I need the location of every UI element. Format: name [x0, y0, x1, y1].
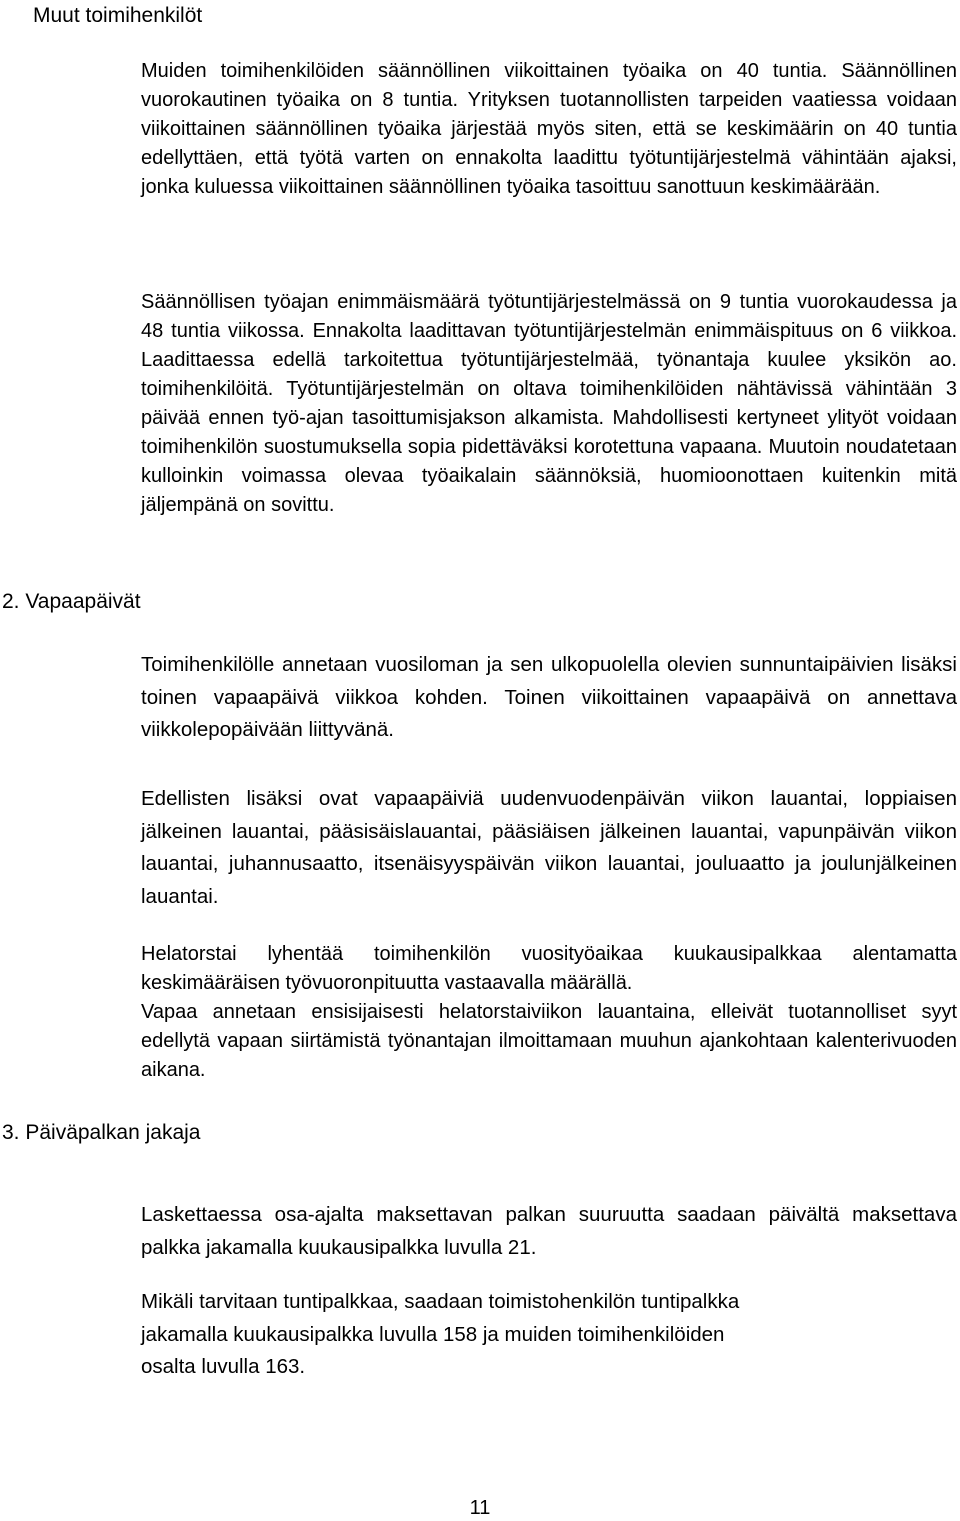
paragraph-vapaapaivat-lista: Edellisten lisäksi ovat vapaapäiviä uudenvuodenpäivän viikon lauantai, loppiaisen jälkeinen lauantai, pääsisäislauantai, pääsiäisen jälkeinen lauantai, vapunpäivän viikon lauantai, juhannusaatto, itsenäisyyspäivän viikon lauantai, jouluaatto ja joulunjälkeinen lauantai.: [141, 787, 957, 908]
page-number: 11: [469, 1497, 491, 1519]
paragraph-enimmaismaara: Säännöllisen työajan enimmäismäärä työtuntijärjestelmässä on 9 tuntia vuorokaudessa ja 48 tuntia viikossa. Ennakolta laadittavan työtuntijärjestelmän enimmäispituus on 6 viikkoa. Laadittaessa edellä tarkoitettua työtuntijärjestelmää, työnantaja kuulee yksikön ao. toimihenkilöitä. Työtuntijärjestelmän on oltava toimihenkilöiden nähtävissä vähintään 3 päivää ennen työ-ajan tasoittumisjakson alkamista. Mahdollisesti kertyneet ylityöt voidaan toimihenkilön suostumuksella sopia pidettäväksi korotettuna vapaana. Muutoin noudatetaan kulloinkin voimassa olevaa työaikalain säännöksiä, huomioonottaen kuitenkin mitä jäljempänä on sovittu.: [141, 291, 957, 516]
heading-paivapalkan-jakaja: 3. Päiväpalkan jakaja: [2, 1121, 201, 1144]
heading-vapaapaivat: 2. Vapaapäivät: [2, 590, 141, 613]
paragraph-toinen-vapaapaiva: Toimihenkilölle annetaan vuosiloman ja sen ulkopuolella olevien sunnuntaipäivien lisäksi toinen vapaapäivä viikkoa kohden. Toinen viikoittainen vapaapäivä on annettava viikkolepopäivään liittyvänä.: [141, 653, 957, 741]
heading-muut-toimihenkilot: Muut toimihenkilöt: [33, 4, 203, 27]
paragraph-tuntipalkka: Mikäli tarvitaan tuntipalkkaa, saadaan toimistohenkilön tuntipalkka jakamalla kuukausipalkka luvulla 158 ja muiden toimihenkilöiden osalta luvulla 163.: [141, 1290, 740, 1378]
paragraph-helatorstai: Helatorstai lyhentää toimihenkilön vuosityöaikaa kuukausipalkkaa alentamatta keskimääräisen työvuoronpituutta vastaavalla määrällä.: [141, 943, 957, 994]
paragraph-osa-ajalta: Laskettaessa osa-ajalta maksettavan palkan suuruutta saadaan päivältä maksettava palkka jakamalla kuukausipalkka luvulla 21.: [141, 1203, 957, 1259]
paragraph-vapaa-annetaan: Vapaa annetaan ensisijaisesti helatorstaiviikon lauantaina, elleivät tuotannolliset syyt edellytä vapaan siirtämistä työnantajan ilmoittamaan muuhun ajankohtaan kalenterivuoden aikana.: [141, 1001, 957, 1081]
paragraph-tyoaika: Muiden toimihenkilöiden säännöllinen viikoittainen työaika on 40 tuntia. Säännöllinen vuorokautinen työaika on 8 tuntia. Yrityksen tuotannollisten tarpeiden vaatiessa voidaan viikoittainen säännöllinen työaika järjestää myös siten, että se keskimäärin on 40 tuntia edellyttäen, että työtä varten on ennakolta laadittu työtuntijärjestelmä vähintään ajaksi, jonka kuluessa viikoittainen säännöllinen työaika tasoittuu sanottuun keskimäärään.: [141, 60, 957, 198]
